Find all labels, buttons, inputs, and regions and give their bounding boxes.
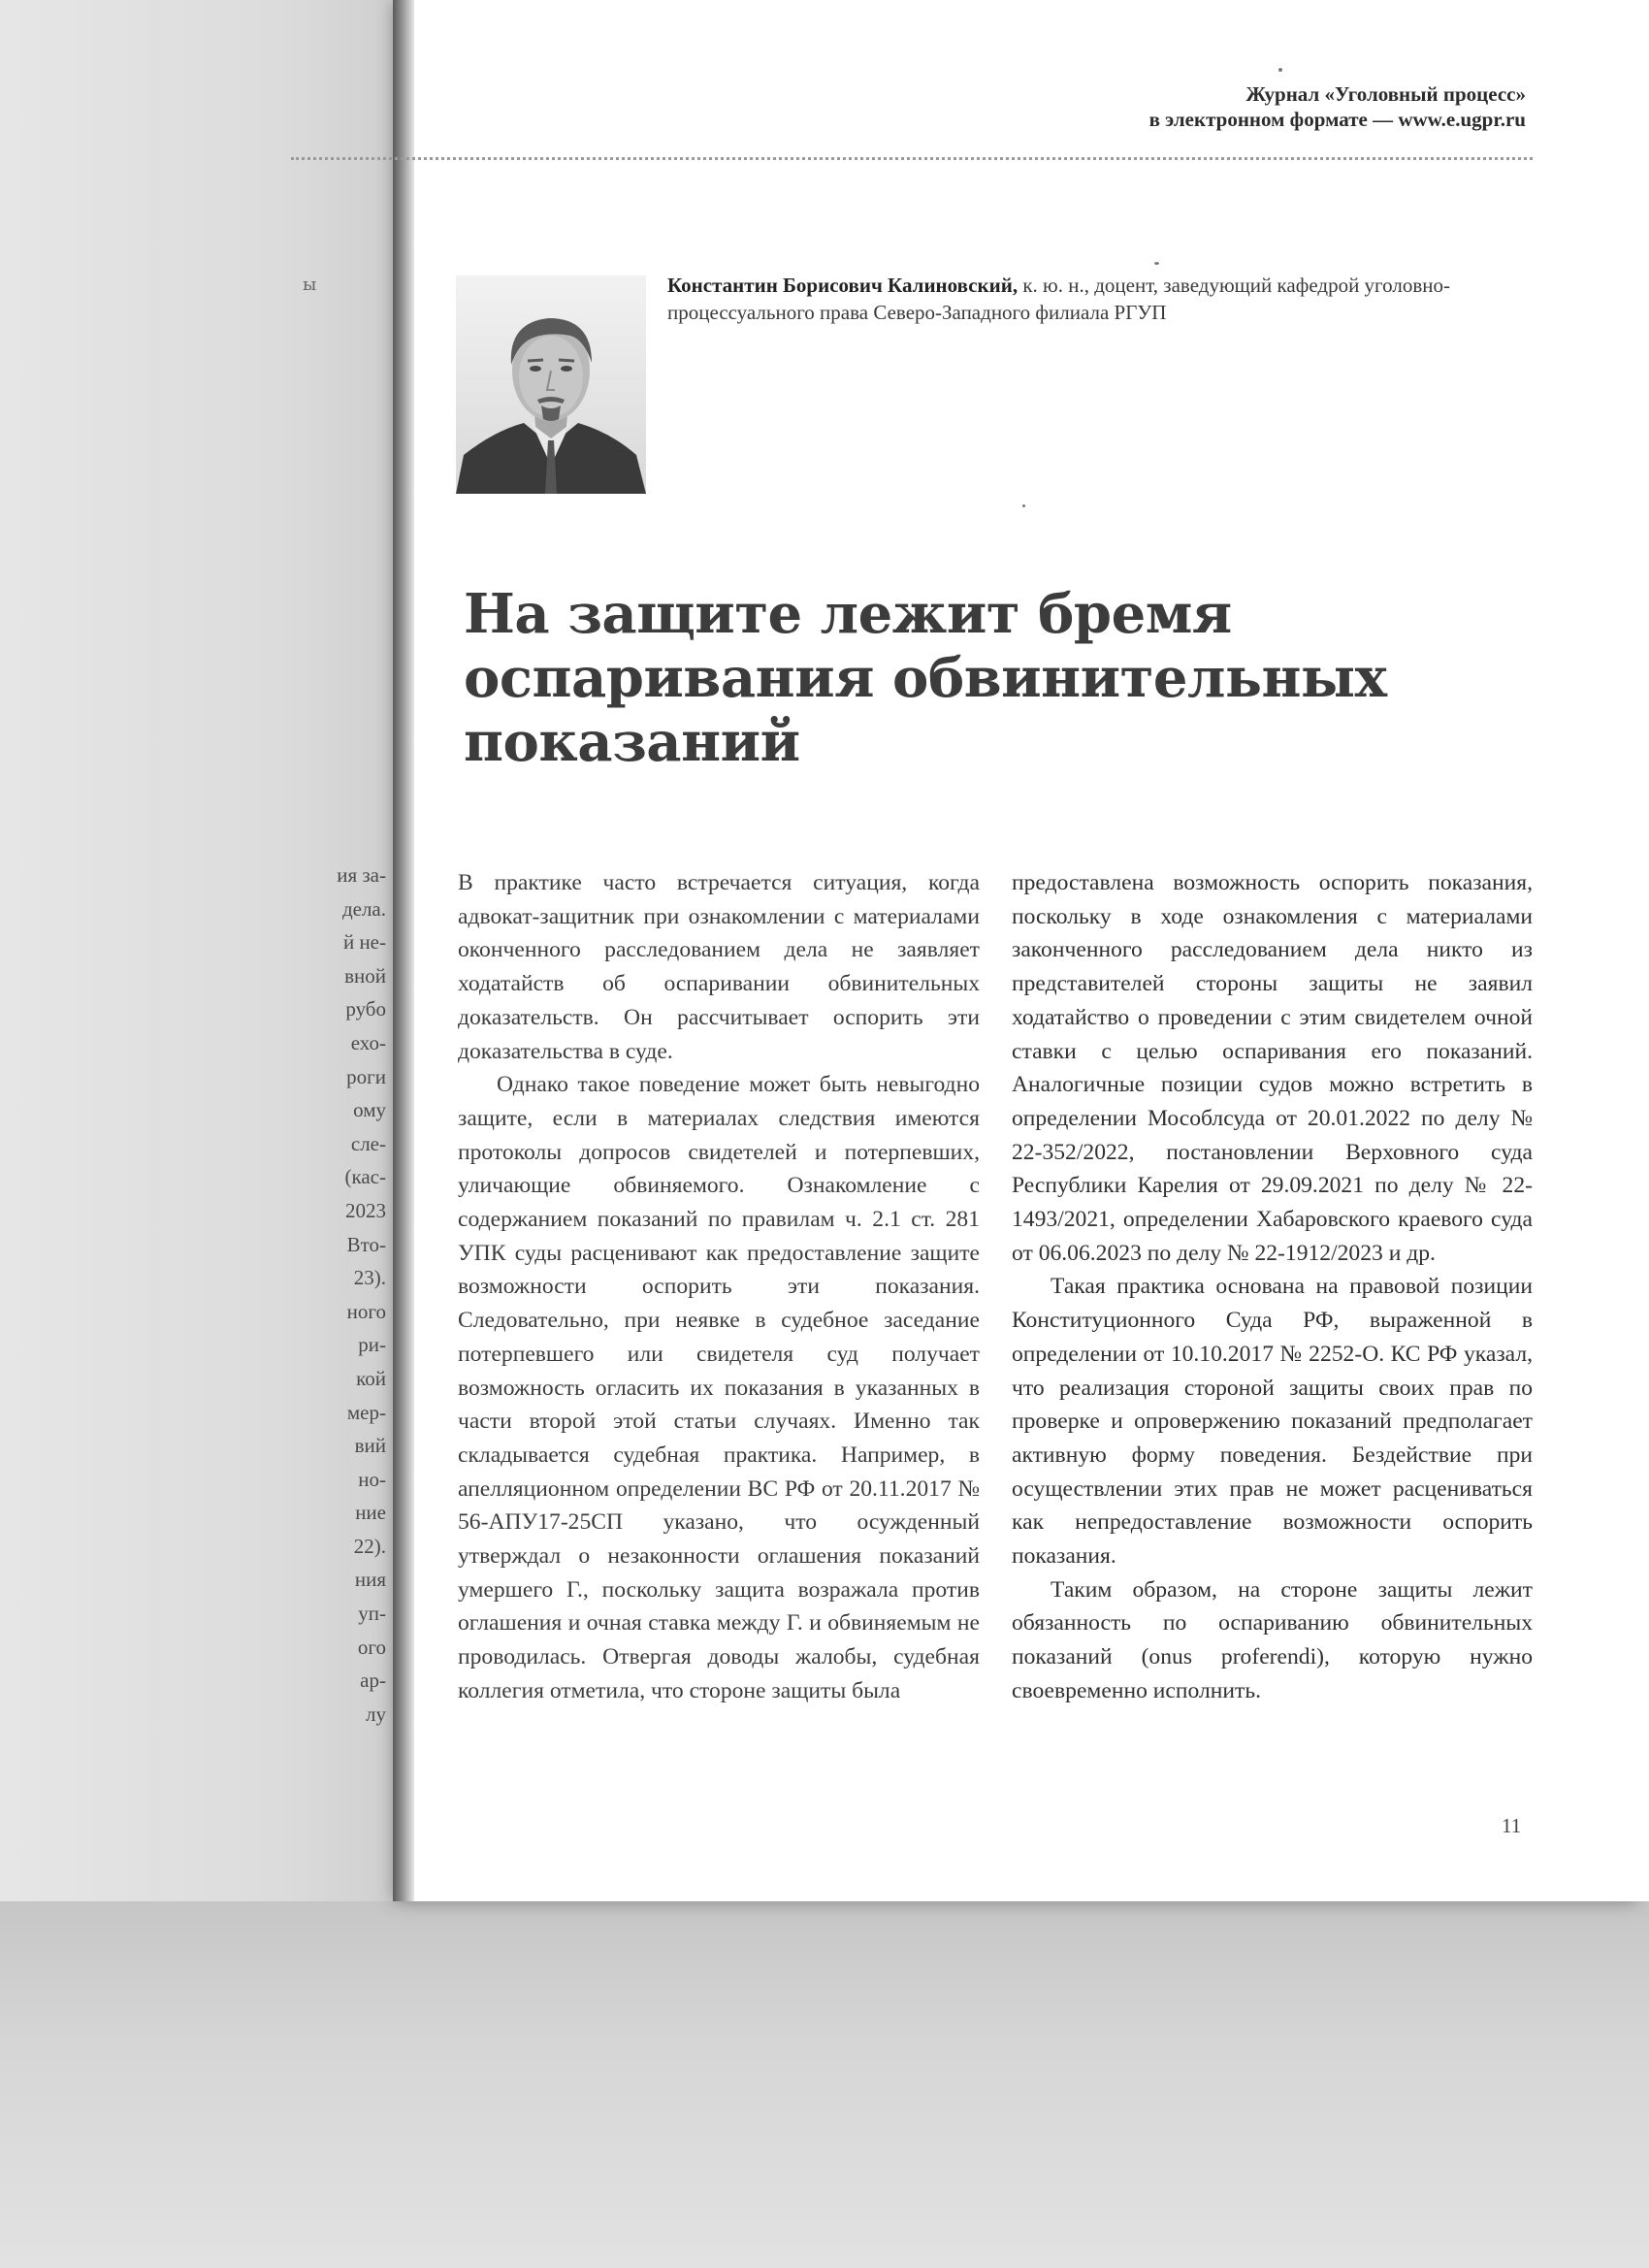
scan-speck [1278, 68, 1282, 72]
text-column-left [458, 866, 980, 1708]
author-name: Константин Борисович Калиновский, [667, 274, 1018, 297]
paragraph: Таким образом, на стороне защиты лежит обязанность по оспариванию обвинительных показаний (onus proferendi), которую нужно своевременно исполнить. [1012, 1576, 1533, 1703]
title-line: оспаривания обвинительных [464, 646, 1387, 710]
paragraph: Однако такое поведение может быть невыгодно защите, если в материалах следствия имеются протоколы допросов свидетелей и потерпевших, уличающие обвиняемого. Ознакомление с содержанием показаний по правилам ч. 2.1 ст. 281 УПК суды расценивают как предоставление защите возможности оспорить эти показания. Следовательно, при неявке в судебное заседание потерпевшего или свидетеля суд получает возможность огласить их показания в указанных в части второй этой статьи случаях. Именно так складывается судебная практика. Например, в апелляционном определении ВС РФ от 20.11.2017 № 56-АПУ17-25СП указано, что осужденный утверждал о незаконности оглашения показаний умершего Г., поскольку защита возражала против оглашения и очная ставка между Г. и обвиняемым не проводилась. Отвергая доводы жалобы, судебная коллегия отметила, что стороне защиты была [458, 1072, 980, 1703]
previous-page-text: ия за- дела. й не- вной рубо ехо- роги ому сле- (кас- 2023 Вто- 23). ного ри- кой мер- вий но- ние 22). ния уп- ого ар- лу [337, 863, 386, 1726]
article-title [464, 582, 1492, 774]
scan-speck [1154, 262, 1159, 265]
author-credentials: к. ю. н., доцент, заведующий кафедрой уголовно-процессуального права Северо-Западного филиала РГУП [667, 274, 1450, 324]
journal-header [1149, 81, 1526, 132]
page-fold-edge [393, 0, 414, 1901]
text-column-right [1012, 866, 1533, 1708]
scanner-bed [0, 1901, 1649, 2268]
paragraph: предоставлена возможность оспорить показания, поскольку в ходе ознакомления с материалами законченного расследованием дела никто из представителей стороны защиты не заявил ходатайство о проведении с этим свидетелем очной ставки с целью оспаривания его показаний. Аналогичные позиции судов можно встретить в определении Мособлсуда от 20.01.2022 по делу № 22-352/2022, постановлении Верховного суда Республики Карелия от 29.09.2021 по делу № 22-1493/2021, определении Хабаровского краевого суда от 06.06.2023 по делу № 22-1912/2023 и др. [1012, 870, 1533, 1266]
previous-page-strip [0, 0, 398, 1901]
previous-page-mark: ы [303, 275, 317, 295]
header-divider [291, 157, 1533, 160]
page-number: 11 [1502, 1814, 1522, 1837]
author-photo [456, 275, 646, 494]
journal-title: Журнал «Уголовный процесс» [1245, 82, 1526, 106]
scan-speck [1022, 504, 1025, 507]
paragraph: Такая практика основана на правовой позиции Конституционного Суда РФ, выраженной в определении от 10.10.2017 № 2252-О. КС РФ указал, что реализация стороной защиты своих прав по проверке и опровержению показаний предполагает активную форму поведения. Бездействие при осуществлении этих прав не может расцениваться как непредоставление возможности оспорить показания. [1012, 1274, 1533, 1570]
paragraph: В практике часто встречается ситуация, когда адвокат-защитник при ознакомлении с материалами оконченного расследованием дела не заявляет ходатайств об оспаривании обвинительных доказательств. Он рассчитывает оспорить эти доказательства в суде. [458, 870, 980, 1064]
author-info [667, 272, 1521, 326]
title-line: показаний [464, 710, 800, 774]
journal-site: в электронном формате — www.e.ugpr.ru [1148, 108, 1526, 131]
title-line: На защите лежит бремя [464, 582, 1232, 646]
author-portrait-image [456, 275, 646, 494]
